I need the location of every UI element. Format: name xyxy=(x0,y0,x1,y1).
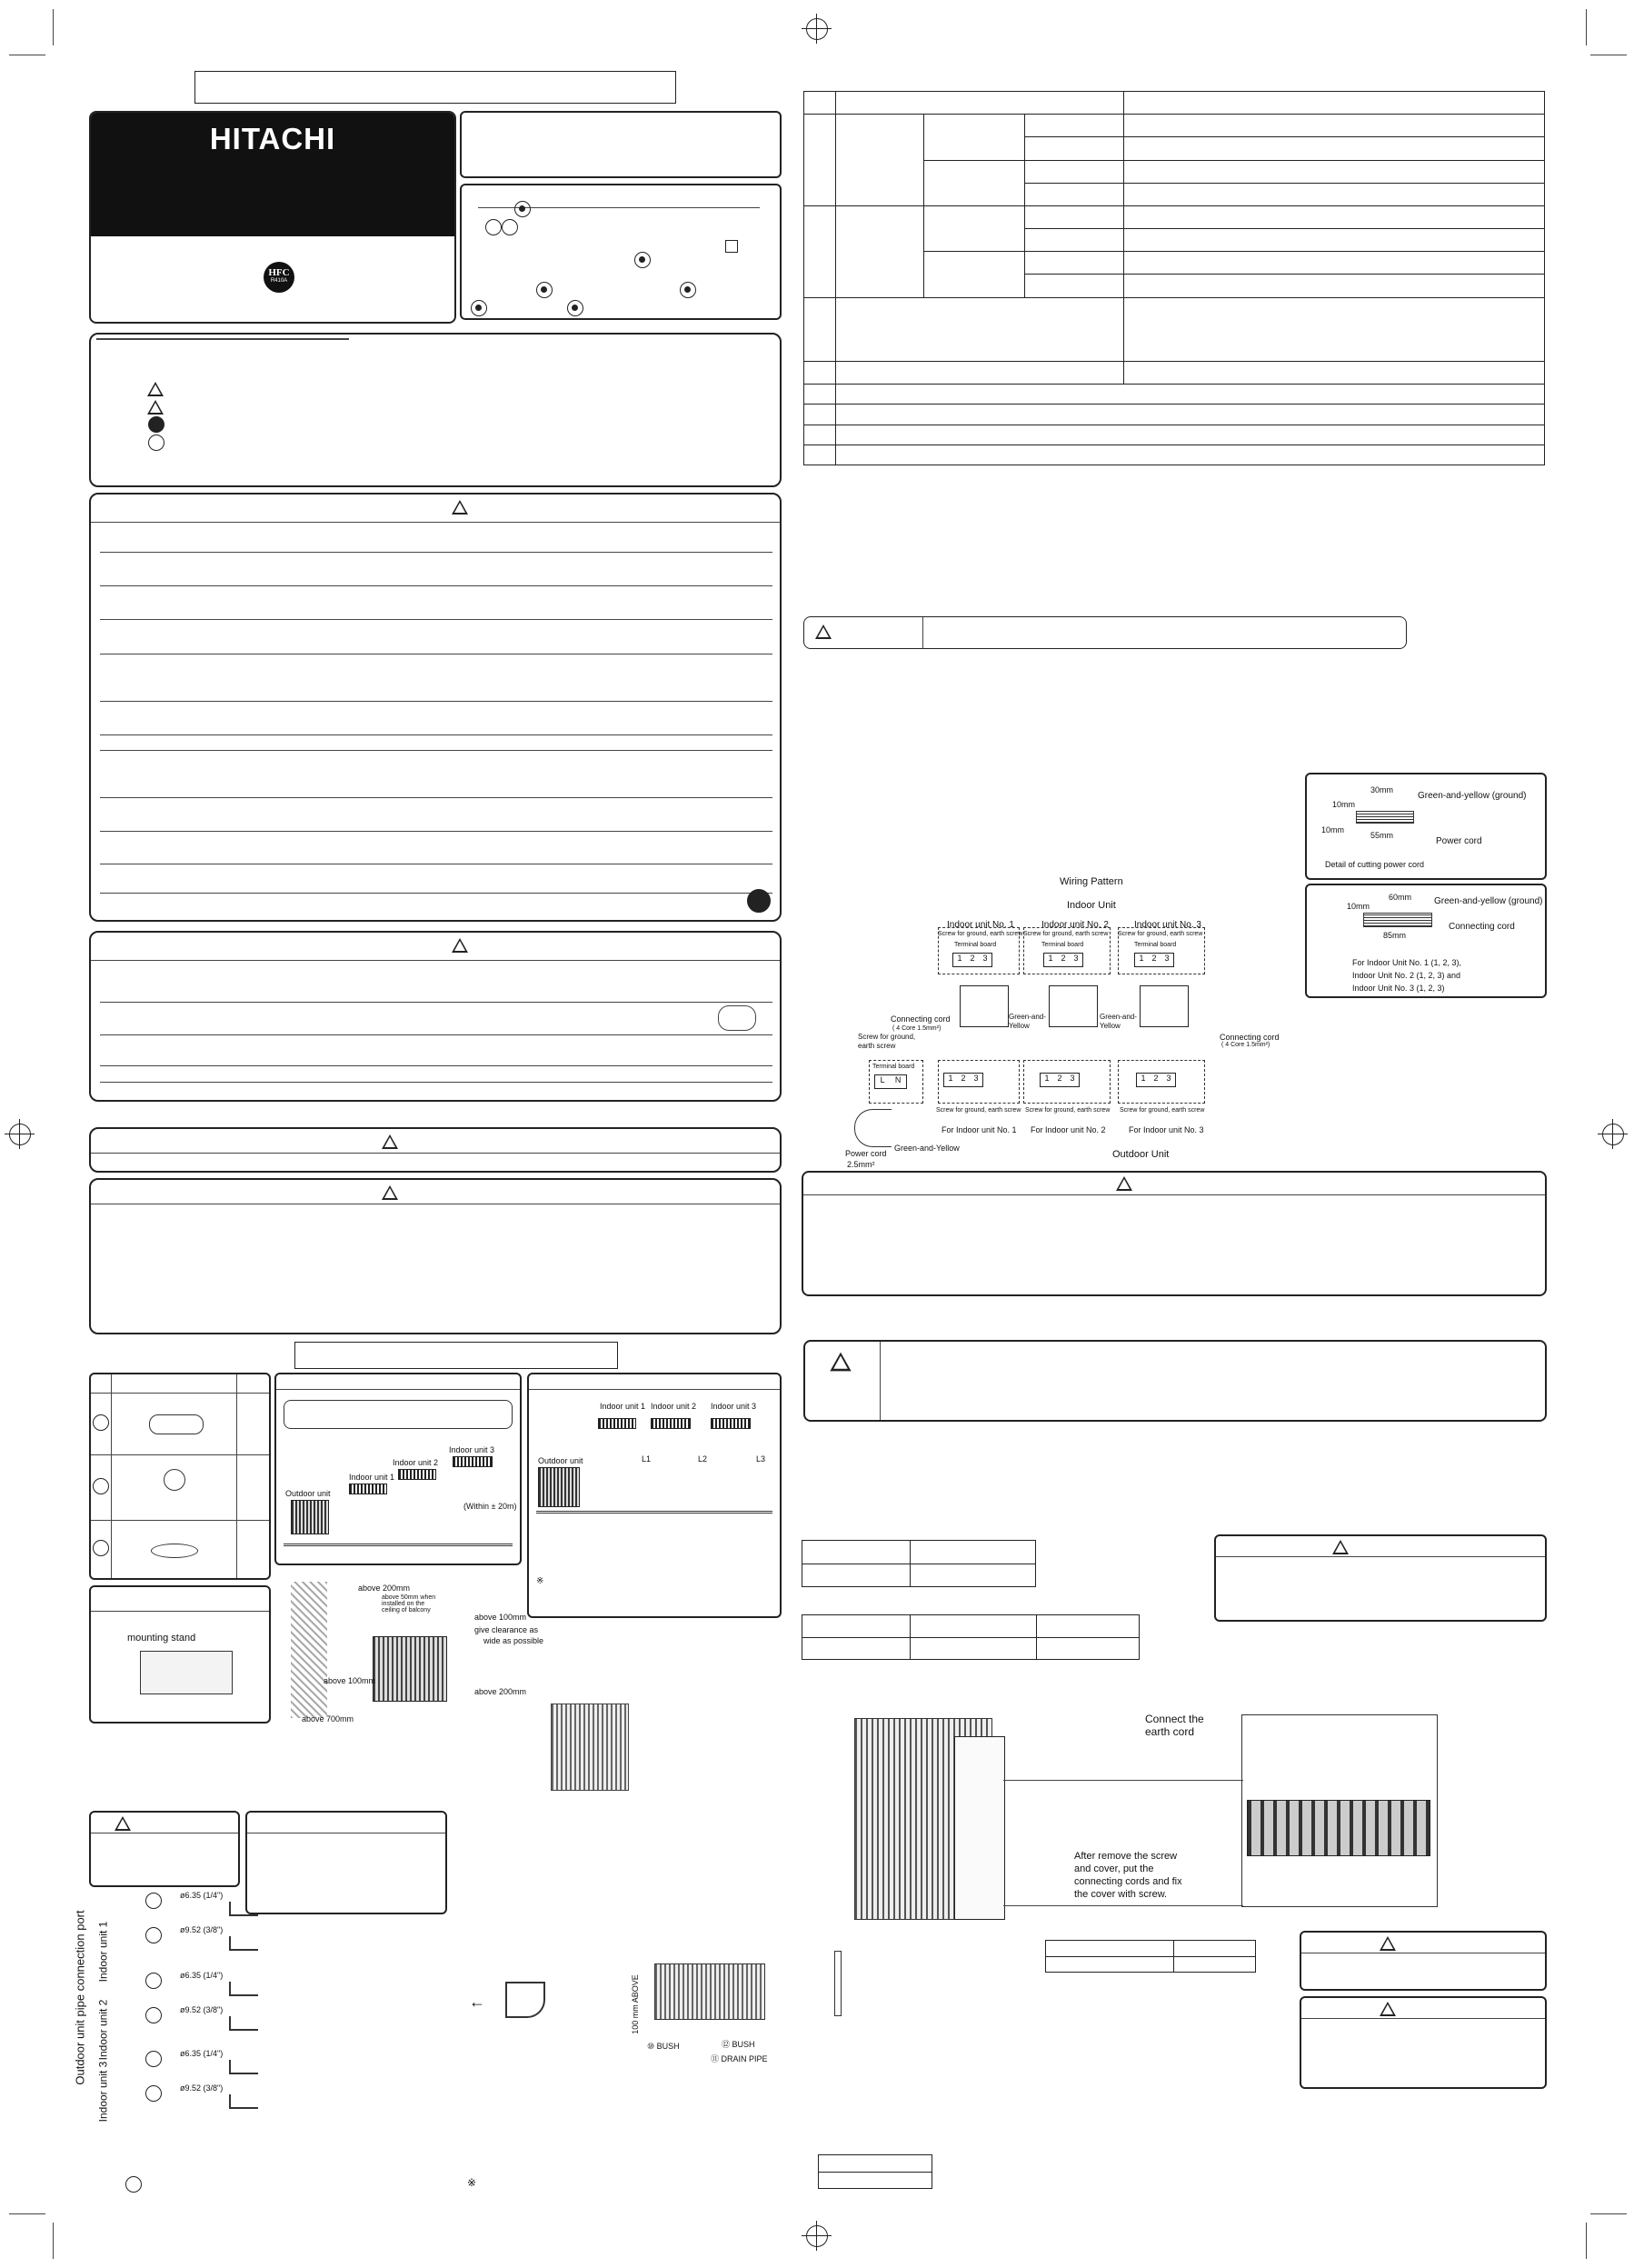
drain-arrow: ← xyxy=(469,1993,485,2011)
power-cord-curve xyxy=(854,1109,892,1147)
warning-triangle xyxy=(147,382,164,396)
crop-mark xyxy=(1586,2223,1587,2259)
screwdriver-drawing xyxy=(834,1951,842,2016)
pipe-warning-panel xyxy=(89,1811,240,1887)
warning-triangle xyxy=(1332,1540,1349,1554)
stand-drawing xyxy=(140,1651,233,1694)
drain-elbow xyxy=(505,1982,545,2018)
item-number xyxy=(93,1478,109,1494)
registration-mark-right xyxy=(1602,1124,1624,1145)
warning-triangle xyxy=(147,400,164,415)
warning-triangle xyxy=(115,1816,131,1831)
outdoor-unit-box xyxy=(291,1500,329,1534)
info-circle xyxy=(567,300,583,316)
indoor-terminal-board: 1 2 3 xyxy=(1134,953,1174,967)
warning-triangle xyxy=(382,1134,398,1149)
valve-icon xyxy=(145,2085,162,2102)
terminal-closeup-board xyxy=(1247,1800,1430,1856)
outdoor-unit-label: Outdoor unit xyxy=(285,1489,331,1498)
warning-triangle xyxy=(452,500,468,515)
level-diff-panel: Indoor unit 1 Indoor unit 2 Indoor unit 3 Outdoor unit L1 L2 L3 ※ xyxy=(527,1373,782,1618)
pipe-port-diagram: Outdoor unit pipe connection port Indoor unit 1 Indoor unit 2 Indoor unit 3 ø6.35 (1/4") ø9.52 (3/8") ø6.35 (1/4") ø9.52 (3/8") ø6.35 (1/4") ø9.52 (3/8") xyxy=(80,1891,280,2109)
wiring-warning-panel xyxy=(802,1171,1547,1296)
page-code-table xyxy=(818,2154,932,2189)
outdoor-unit-drawing xyxy=(373,1636,447,1702)
indoor-terminal-board: 1 2 3 xyxy=(1043,953,1083,967)
drain-illustration: ← 100 mm ABOVE ⑩ BUSH ⑫ BUSH ⑪ DRAIN PIPE xyxy=(469,1963,778,2073)
title-bar xyxy=(194,71,676,104)
note-mark: ※ xyxy=(536,1576,544,1586)
model-panel xyxy=(460,111,782,178)
valve-icon xyxy=(145,1927,162,1943)
service-panel xyxy=(954,1736,1005,1920)
notice-panel-1 xyxy=(89,1127,782,1173)
warning-triangle xyxy=(1380,1936,1396,1951)
pipe-length-panel: Outdoor unit Indoor unit 1 Indoor unit 2 Indoor unit 3 (Within ± 20m) xyxy=(274,1373,522,1565)
outdoor-terminal-board: 1 2 3 xyxy=(1136,1073,1176,1087)
caution-panel xyxy=(89,931,782,1102)
clearance-illustration: above 200mm above 50mm when installed on the ceiling of balcony above 100mm give clearance as wide as possible above 100mm above 200mm above 700mm xyxy=(282,1582,554,1745)
mounting-stand-panel xyxy=(89,1585,271,1723)
symbols-panel xyxy=(89,333,782,487)
warning-triangle xyxy=(1380,2002,1396,2016)
warning-panel xyxy=(89,493,782,922)
accessories-panel xyxy=(89,1373,271,1580)
outdoor-terminal-board: 1 2 3 xyxy=(1040,1073,1080,1087)
accessory-drain-pipe xyxy=(164,1469,185,1491)
ground-icon xyxy=(747,889,771,913)
leader-line xyxy=(1003,1905,1243,1906)
earth-cord-illustration: Connect the earth cord After remove the screw and cover, put the connecting cords and fix the cover with screw. xyxy=(836,1709,1545,1982)
indoor-unit-bar xyxy=(598,1418,636,1429)
connecting-cord-cut-panel: 60mm 10mm 85mm Green-and-yellow (ground) Connecting cord For Indoor Unit No. 1 (1, 2, 3), Indoor Unit No. 2 (1, 2, 3) and Indoor Unit No. 3 (1, 2, 3) xyxy=(1305,884,1547,998)
earth-caution-panel-1 xyxy=(1300,1931,1547,1991)
outdoor-unit-photo xyxy=(551,1703,629,1791)
crop-mark xyxy=(53,2223,54,2259)
indoor-terminal-board: 1 2 3 xyxy=(952,953,992,967)
item-number xyxy=(93,1414,109,1431)
outdoor-terminal-board: 1 2 3 xyxy=(943,1073,983,1087)
valve-icon xyxy=(145,2007,162,2023)
warning-triangle xyxy=(452,938,468,953)
height-limit: (Within ± 20m) xyxy=(463,1502,517,1511)
indoor-unit-bar xyxy=(651,1418,691,1429)
warning-triangle xyxy=(1116,1176,1132,1191)
tools-illustration xyxy=(718,1005,756,1031)
crop-mark xyxy=(1590,2213,1627,2214)
brand-logo: HITACHI xyxy=(209,122,336,155)
accessory-bush xyxy=(149,1414,204,1434)
cord-drawing xyxy=(1356,811,1414,824)
info-circle xyxy=(536,282,553,298)
wire-caution-bar xyxy=(803,616,1407,649)
section-title-bar xyxy=(294,1342,618,1369)
brand-panel xyxy=(89,111,456,324)
crop-mark xyxy=(9,2213,45,2214)
power-terminal-board: L N xyxy=(874,1074,907,1089)
cord-spec-table xyxy=(1045,1940,1256,1973)
spec-table xyxy=(803,91,1545,465)
info-circle xyxy=(634,252,651,268)
box-icon xyxy=(725,240,738,253)
registration-mark-left xyxy=(9,1124,31,1145)
info-circle xyxy=(502,219,518,235)
indoor-unit-bar xyxy=(453,1456,493,1467)
valve-icon xyxy=(145,1973,162,1989)
outdoor-unit-box xyxy=(538,1467,580,1507)
port-title: Outdoor unit pipe connection port xyxy=(73,1910,87,2085)
info-circle xyxy=(514,201,531,217)
breaker-table-2 xyxy=(802,1614,1140,1660)
crop-mark xyxy=(53,9,54,45)
cord-drawing xyxy=(1363,913,1432,927)
parts-legend-panel xyxy=(460,184,782,320)
prohibit-icon xyxy=(148,435,164,451)
info-circle xyxy=(680,282,696,298)
indoor-unit-bar xyxy=(349,1484,387,1494)
power-cord-cut-panel: 30mm 10mm 10mm 55mm Green-and-yellow (ground) Power cord Detail of cutting power cord xyxy=(1305,773,1547,880)
wiring-diagram: Wiring Pattern Indoor Unit Outdoor Unit Indoor unit No. 1 Indoor unit No. 2 Indoor unit No. 3 Screw for ground, earth screw Screw for ground, earth screw Screw for ground, earth screw Terminal board Terminal board Terminal board 1 2 3 1 2 3 1 2 3 Connecting cord ( 4 Core 1.5mm²) Green-and- Yellow Green-and- Yellow Connecting cord ( 4 Core 1.5mm²) Screw for ground, earth screw Terminal board L N 1 2 3 1 2 3 1 2 3 Screw for ground, earth screw Screw for ground, earth screw Screw for ground, earth screw For Indoor unit No. 1 For Indoor unit No. 2 For Indoor unit No. 3 Green-and-Yellow Power cord 2.5mm² xyxy=(845,876,1280,1169)
connecting-cord-block xyxy=(1140,985,1189,1027)
warning-triangle xyxy=(382,1185,398,1200)
info-circle xyxy=(471,300,487,316)
warning-triangle xyxy=(815,624,832,639)
leader-line xyxy=(1003,1780,1243,1781)
crop-mark xyxy=(1586,9,1587,45)
indoor-unit-bar xyxy=(398,1469,436,1480)
caution-note-panel xyxy=(803,1340,1547,1422)
earth-caution-panel-2 xyxy=(1300,1996,1547,2089)
indoor-unit-bar xyxy=(711,1418,751,1429)
item-number xyxy=(93,1540,109,1556)
outdoor-base-drawing xyxy=(654,1963,765,2020)
info-circle xyxy=(125,2176,142,2193)
ground-icon xyxy=(148,416,164,433)
valve-icon xyxy=(145,2051,162,2067)
accessory-cap xyxy=(151,1544,198,1558)
brand-header xyxy=(91,113,454,236)
warning-triangle xyxy=(830,1353,851,1372)
mounting-stand-label: mounting stand xyxy=(127,1633,196,1644)
registration-mark-top xyxy=(806,18,828,40)
connecting-cord-block xyxy=(960,985,1009,1027)
ground-caution-panel xyxy=(1214,1534,1547,1622)
hfc-badge: HFC R410A xyxy=(264,262,294,293)
connecting-cord-block xyxy=(1049,985,1098,1027)
valve-icon xyxy=(145,1893,162,1909)
breaker-table-1 xyxy=(802,1540,1036,1587)
info-circle xyxy=(485,219,502,235)
notice-panel-2 xyxy=(89,1178,782,1334)
registration-mark-bottom xyxy=(806,2225,828,2247)
